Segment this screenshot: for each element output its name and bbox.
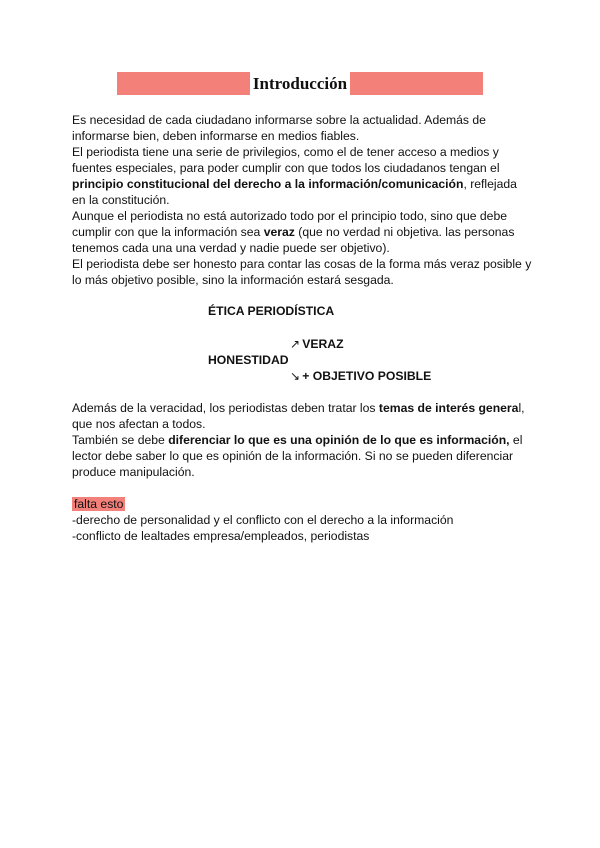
intro-paragraph-4: El periodista debe ser honesto para contar las cosas de la forma más veraz posible y lo más objetivo posible, sino la información estará sesgada.: [72, 257, 532, 287]
section2-paragraph-1: Además de la veracidad, los periodistas deben tratar los temas de interés general, que nos afectan a todos.: [72, 401, 525, 431]
bold-veraz: veraz: [263, 225, 295, 239]
page-title: Introducción: [250, 72, 350, 95]
etica-heading: ÉTICA PERIODÍSTICA: [208, 304, 335, 318]
bold-temas-interes: temas de interés genera: [378, 401, 519, 415]
pending-section: [72, 496, 532, 544]
intro-section: [72, 112, 532, 288]
arrow-down-right-icon: ↘: [290, 369, 301, 383]
pending-item-2: -conflicto de lealtades empresa/empleados, periodistas: [72, 529, 370, 543]
title-banner: [117, 72, 483, 95]
etica-center-honestidad: HONESTIDAD: [208, 353, 289, 367]
pending-item-1: -derecho de personalidad y el conflicto con el derecho a la información: [72, 513, 454, 527]
intro-paragraph-2: El periodista tiene una serie de privilegios, como el de tener acceso a medios y fuentes especiales, para poder cumplir con que todos los ciudadanos tengan el principio constitucional del derecho a la información/comunicación, reflejada en la constitución.: [72, 145, 517, 207]
pending-label-highlight: falta esto: [74, 497, 124, 511]
etica-item-objetivo: ↘ + OBJETIVO POSIBLE: [290, 369, 432, 383]
etica-item-veraz: ↗ VERAZ: [290, 337, 344, 351]
section2-paragraph-2: También se debe diferenciar lo que es una opinión de lo que es información, el lector debe saber lo que es opinión de la información. Si no se pueden diferenciar produce manipulación.: [72, 433, 523, 479]
arrow-up-right-icon: ↗: [290, 337, 301, 351]
section-2: [72, 400, 532, 480]
bold-derecho-informacion: principio constitucional del derecho a la información/comunicación: [72, 177, 464, 191]
intro-paragraph-3: Aunque el periodista no está autorizado todo por el principio todo, sino que debe cumplir con que la información sea veraz (que no verdad ni objetiva. las personas tenemos cada una una verdad y nadie puede ser objetivo).: [72, 209, 515, 255]
bold-diferenciar: diferenciar lo que es una opinión de lo que es información,: [168, 433, 510, 447]
intro-paragraph-1: Es necesidad de cada ciudadano informarse sobre la actualidad. Además de informarse bien, deben informarse en medios fiables.: [72, 113, 486, 143]
